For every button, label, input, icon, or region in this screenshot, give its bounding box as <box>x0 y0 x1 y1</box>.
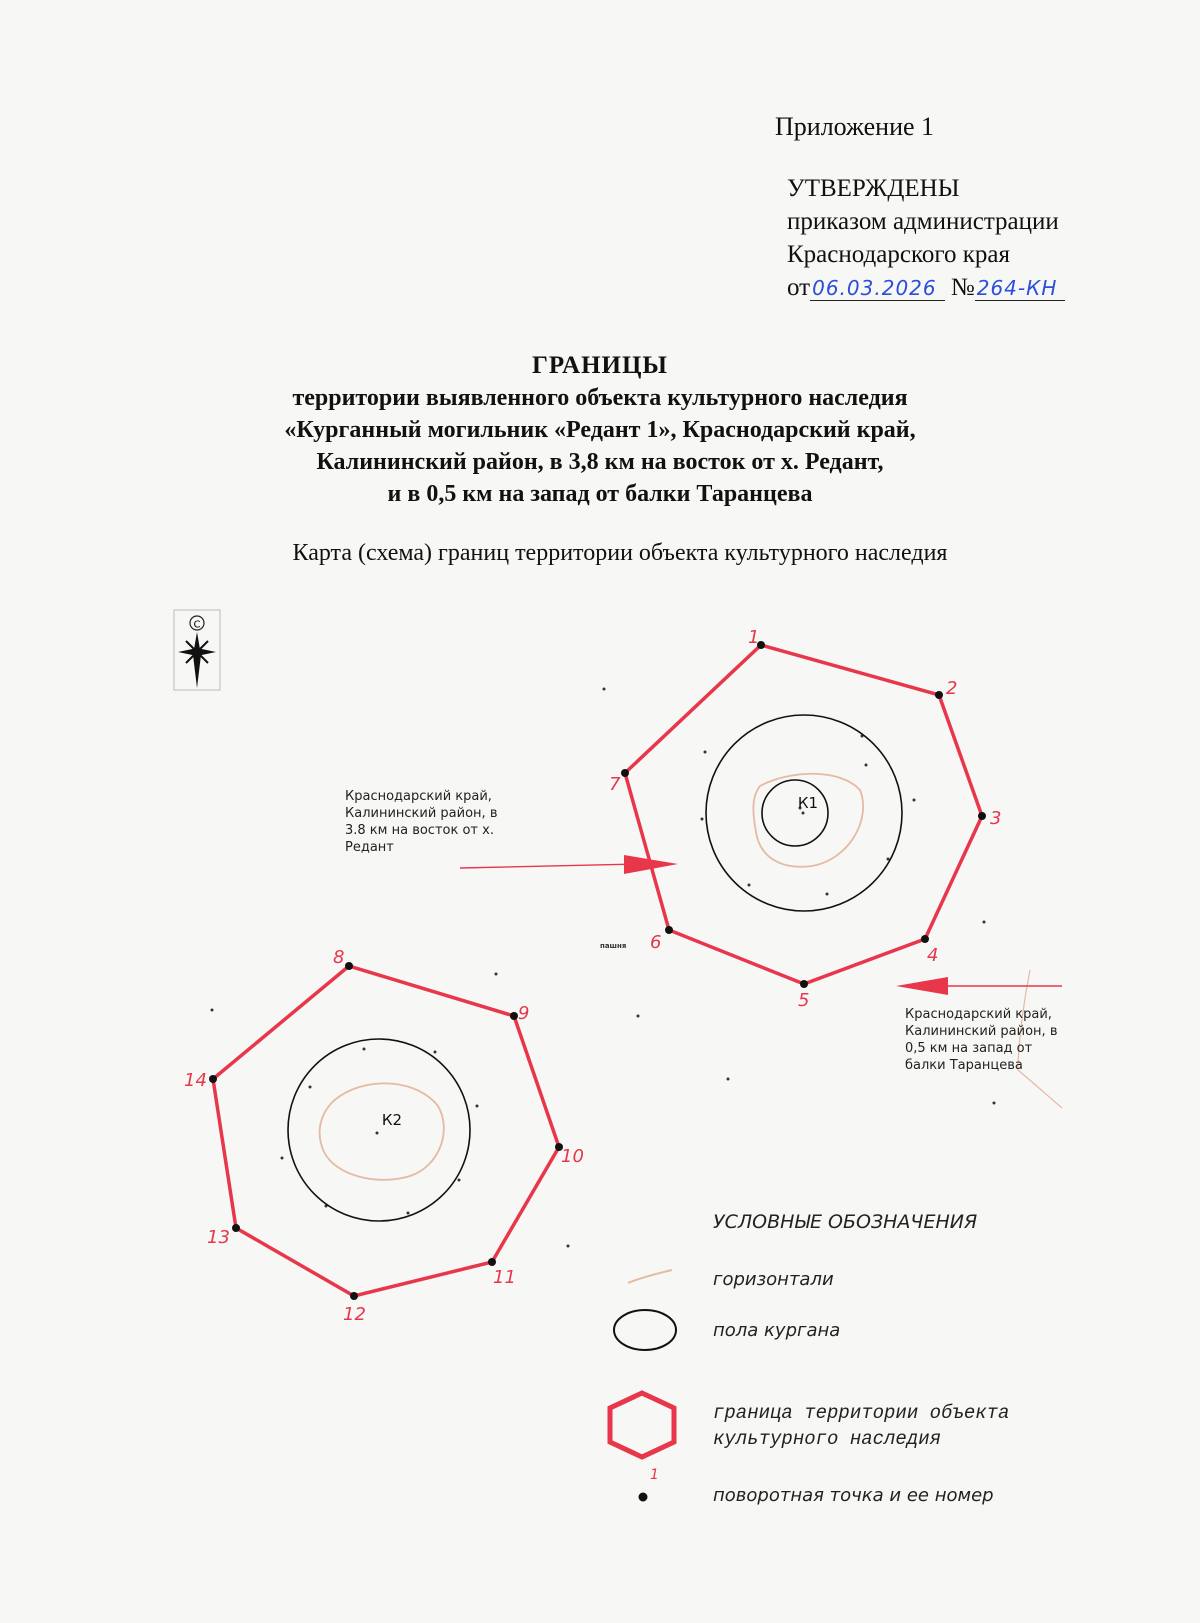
mound-label-k1: К1 <box>797 794 819 812</box>
callout-right-line-1: Краснодарский край, <box>905 1007 1052 1022</box>
legend-point-number: 1 <box>650 1467 659 1483</box>
callout-left-line-1: Краснодарский край, <box>345 789 492 804</box>
legend-boundary-symbol <box>610 1393 674 1457</box>
point-number-9: 9 <box>518 1003 530 1024</box>
callout-left-leader <box>460 864 640 868</box>
number-prefix: № <box>950 274 975 301</box>
elevation-marks <box>211 688 996 1248</box>
contour-line <box>1018 970 1062 1108</box>
north-compass-icon <box>174 610 220 690</box>
legend-contour-symbol <box>628 1270 672 1283</box>
heading-title: ГРАНИЦЫ <box>532 352 668 379</box>
legend <box>610 1211 1009 1506</box>
appendix-label: Приложение 1 <box>775 112 935 141</box>
boundary-polygon-1 <box>625 645 982 984</box>
callout-right-line-2: Калининский район, в <box>905 1024 1058 1039</box>
point-number-3: 3 <box>990 808 1002 829</box>
legend-mound-symbol <box>614 1310 676 1350</box>
legend-turn-point: поворотная точка и ее номер <box>713 1485 994 1506</box>
point-number-1: 1 <box>748 627 760 648</box>
legend-mound-base: пола кургана <box>713 1320 841 1341</box>
heading-line-2: территории выявленного объекта культурного наследия <box>292 385 908 411</box>
heading-line-5: и в 0,5 км на запад от балки Таранцева <box>387 481 813 507</box>
legend-title: УСЛОВНЫЕ ОБОЗНАЧЕНИЯ <box>713 1211 978 1233</box>
point-number-11: 11 <box>493 1267 516 1288</box>
point-number-7: 7 <box>609 774 621 795</box>
boundary-polygon-2 <box>213 966 559 1296</box>
contour-k2 <box>320 1083 444 1179</box>
point-number-4: 4 <box>927 945 939 966</box>
mound-top-k1 <box>762 780 828 846</box>
mound-label-k2: К2 <box>381 1111 403 1129</box>
approved-title: УТВЕРЖДЕНЫ <box>787 175 960 202</box>
heading-line-3: «Курганный могильник «Редант 1», Краснодарский край, <box>284 417 916 443</box>
callout-right-line-4: балки Таранцева <box>905 1058 1023 1073</box>
callout-left-line-4: Редант <box>345 840 394 855</box>
legend-boundary-line-1: граница территории объекта <box>713 1402 1010 1424</box>
callout-right-line-3: 0,5 км на запад от <box>905 1041 1033 1056</box>
point-number-5: 5 <box>798 990 810 1011</box>
point-number-6: 6 <box>650 932 662 953</box>
contour-k1 <box>753 774 863 867</box>
handwritten-number: 264-КН <box>975 276 1066 301</box>
point-number-14: 14 <box>184 1070 207 1091</box>
callout-left-line-3: 3.8 км на восток от х. <box>345 823 494 838</box>
approved-line-2: приказом администрации <box>787 208 1059 235</box>
approved-line-3: Краснодарского края <box>787 241 1010 268</box>
callout-left-line-2: Калининский район, в <box>345 806 498 821</box>
point-number-10: 10 <box>561 1146 584 1167</box>
field-label: пашня <box>600 942 627 950</box>
heading-line-4: Калининский район, в 3,8 км на восток от х. Редант, <box>316 449 884 475</box>
callout-right-arrow-icon <box>896 977 948 995</box>
callout-right <box>905 1007 1057 1073</box>
map-caption: Карта (схема) границ территории объекта культурного наследия <box>292 540 948 566</box>
mound-base-k2 <box>288 1039 470 1221</box>
point-number-13: 13 <box>207 1227 230 1248</box>
legend-boundary-line-2: культурного наследия <box>713 1428 942 1450</box>
legend-point-symbol <box>639 1493 648 1502</box>
compass-letter: С <box>193 619 201 631</box>
point-number-2: 2 <box>946 678 958 699</box>
callout-left <box>345 789 497 855</box>
handwritten-date: 06.03.2026 <box>810 276 945 301</box>
point-number-8: 8 <box>333 947 345 968</box>
point-number-12: 12 <box>343 1304 366 1325</box>
legend-contours: горизонтали <box>713 1269 834 1290</box>
date-prefix: от <box>787 274 811 301</box>
